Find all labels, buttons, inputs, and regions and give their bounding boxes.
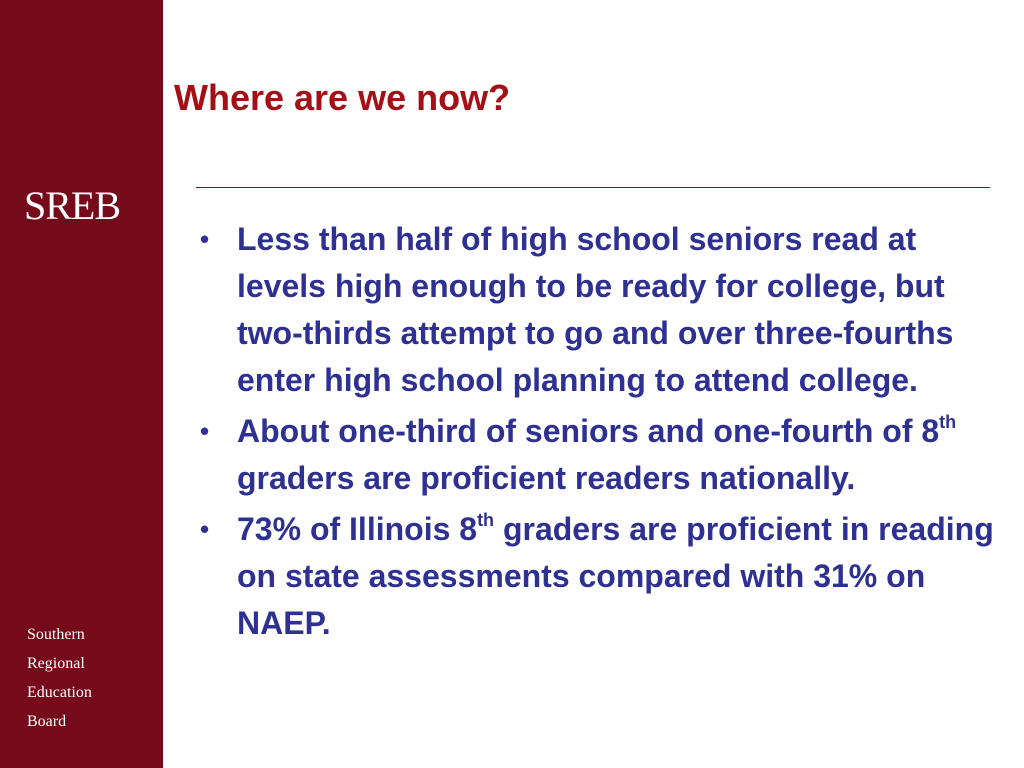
bullet-text-3-start: 73% of Illinois 8 — [237, 511, 478, 547]
bullet-text-1: Less than half of high school seniors read at levels high enough to be ready for college, but two-thirds attempt to go and over three-fourths enter high school planning to attend college. — [237, 221, 954, 398]
page-title: Where are we now? — [174, 77, 511, 118]
bullet-item-3 — [196, 506, 996, 647]
sidebar — [0, 0, 163, 768]
bullet-item-2 — [196, 408, 996, 502]
bullet-text-2-start: About one-third of seniors and one-fourth of 8 — [237, 413, 940, 449]
ordinal-suffix: th — [939, 412, 957, 432]
org-name-line-3: Education — [27, 684, 92, 701]
bullet-list — [196, 216, 996, 651]
ordinal-suffix: th — [477, 510, 495, 530]
bullet-text-2-end: graders are proficient readers nationally. — [237, 460, 856, 496]
sreb-logo: SREB — [24, 183, 121, 228]
org-name-line-2: Regional — [27, 655, 85, 672]
org-name-line-4: Board — [27, 713, 67, 730]
title-divider — [196, 187, 990, 188]
bullet-text-3-end: graders are proficient in reading on state assessments compared with 31% on NAEP. — [237, 511, 994, 641]
bullet-item-1 — [196, 216, 996, 404]
org-name-line-1: Southern — [27, 626, 85, 643]
